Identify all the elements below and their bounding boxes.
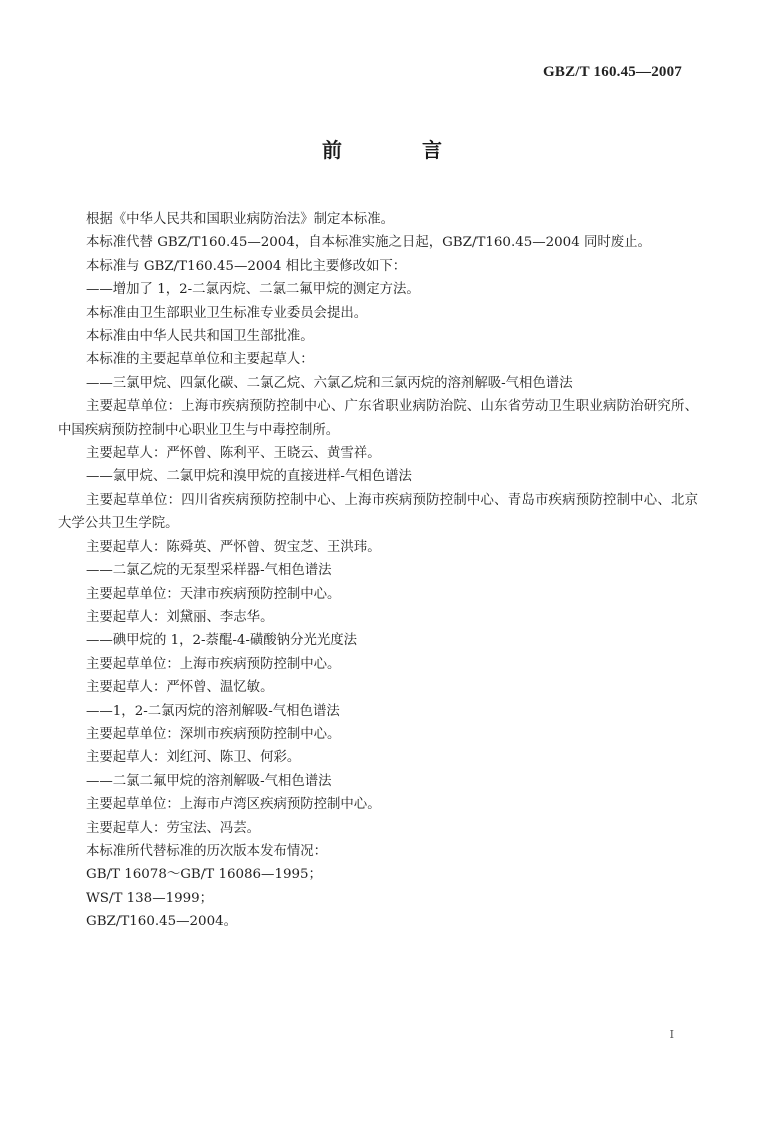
paragraph: ——二氯二氟甲烷的溶剂解吸-气相色谱法	[86, 773, 332, 789]
paragraph: 主要起草人：严怀曾、温忆敏。	[86, 680, 274, 696]
page-title: 前 言	[322, 138, 472, 162]
paragraph: 主要起草单位：天津市疾病预防控制中心。	[86, 586, 341, 602]
paragraph: 主要起草人：陈舜英、严怀曾、贺宝芝、王洪玮。	[86, 539, 381, 555]
paragraph: ——氯甲烷、二氯甲烷和溴甲烷的直接进样-气相色谱法	[86, 469, 412, 485]
paragraph: ——碘甲烷的 1，2-萘醌-4-磺酸钠分光光度法	[86, 633, 358, 649]
paragraph: ——1，2-二氯丙烷的溶剂解吸-气相色谱法	[86, 703, 340, 719]
paragraph: 主要起草单位：上海市卢湾区疾病预防控制中心。	[86, 797, 381, 813]
paragraph: ——增加了 1，2-二氯丙烷、二氯二氟甲烷的测定方法。	[86, 282, 420, 298]
paragraph: 主要起草人：严怀曾、陈利平、王晓云、黄雪祥。	[86, 446, 381, 462]
paragraph: GBZ/T160.45—2004。	[86, 914, 237, 930]
paragraph: 本标准由卫生部职业卫生标准专业委员会提出。	[86, 305, 368, 321]
paragraph: ——三氯甲烷、四氯化碳、二氯乙烷、六氯乙烷和三氯丙烷的溶剂解吸-气相色谱法	[86, 375, 573, 391]
foreword-body	[58, 208, 698, 934]
paragraph: GB/T 16078～GB/T 16086—1995；	[86, 867, 322, 883]
paragraph: 本标准与 GBZ/T160.45—2004 相比主要修改如下：	[86, 258, 407, 274]
paragraph: 本标准所代替标准的历次版本发布情况：	[86, 843, 328, 859]
paragraph: 主要起草单位：上海市疾病预防控制中心。	[86, 656, 341, 672]
paragraph: WS/T 138—1999；	[86, 890, 214, 906]
paragraph: 本标准由中华人民共和国卫生部批准。	[86, 329, 314, 345]
paragraph: 主要起草人：劳宝法、冯芸。	[86, 820, 261, 836]
paragraph: 主要起草单位：上海市疾病预防控制中心、广东省职业病防治院、山东省劳动卫生职业病防治研究所、中国疾病预防控制中心职业卫生与中毒控制所。	[58, 399, 698, 438]
paragraph: 根据《中华人民共和国职业病防治法》制定本标准。	[86, 212, 394, 227]
paragraph: ——二氯乙烷的无泵型采样器-气相色谱法	[86, 563, 332, 579]
paragraph: 本标准代替 GBZ/T160.45—2004，自本标准实施之日起，GBZ/T160.45—2004 同时废止。	[86, 235, 651, 251]
page-number: I	[669, 1028, 674, 1041]
paragraph: 主要起草单位：四川省疾病预防控制中心、上海市疾病预防控制中心、青岛市疾病预防控制中心、北京大学公共卫生学院。	[58, 492, 698, 532]
paragraph: 主要起草人：刘黛丽、李志华。	[86, 609, 274, 625]
paragraph: 本标准的主要起草单位和主要起草人：	[86, 352, 314, 368]
standard-code: GBZ/T 160.45—2007	[543, 64, 682, 80]
paragraph: 主要起草人：刘红河、陈卫、何彩。	[86, 750, 301, 766]
paragraph: 主要起草单位：深圳市疾病预防控制中心。	[86, 726, 341, 742]
